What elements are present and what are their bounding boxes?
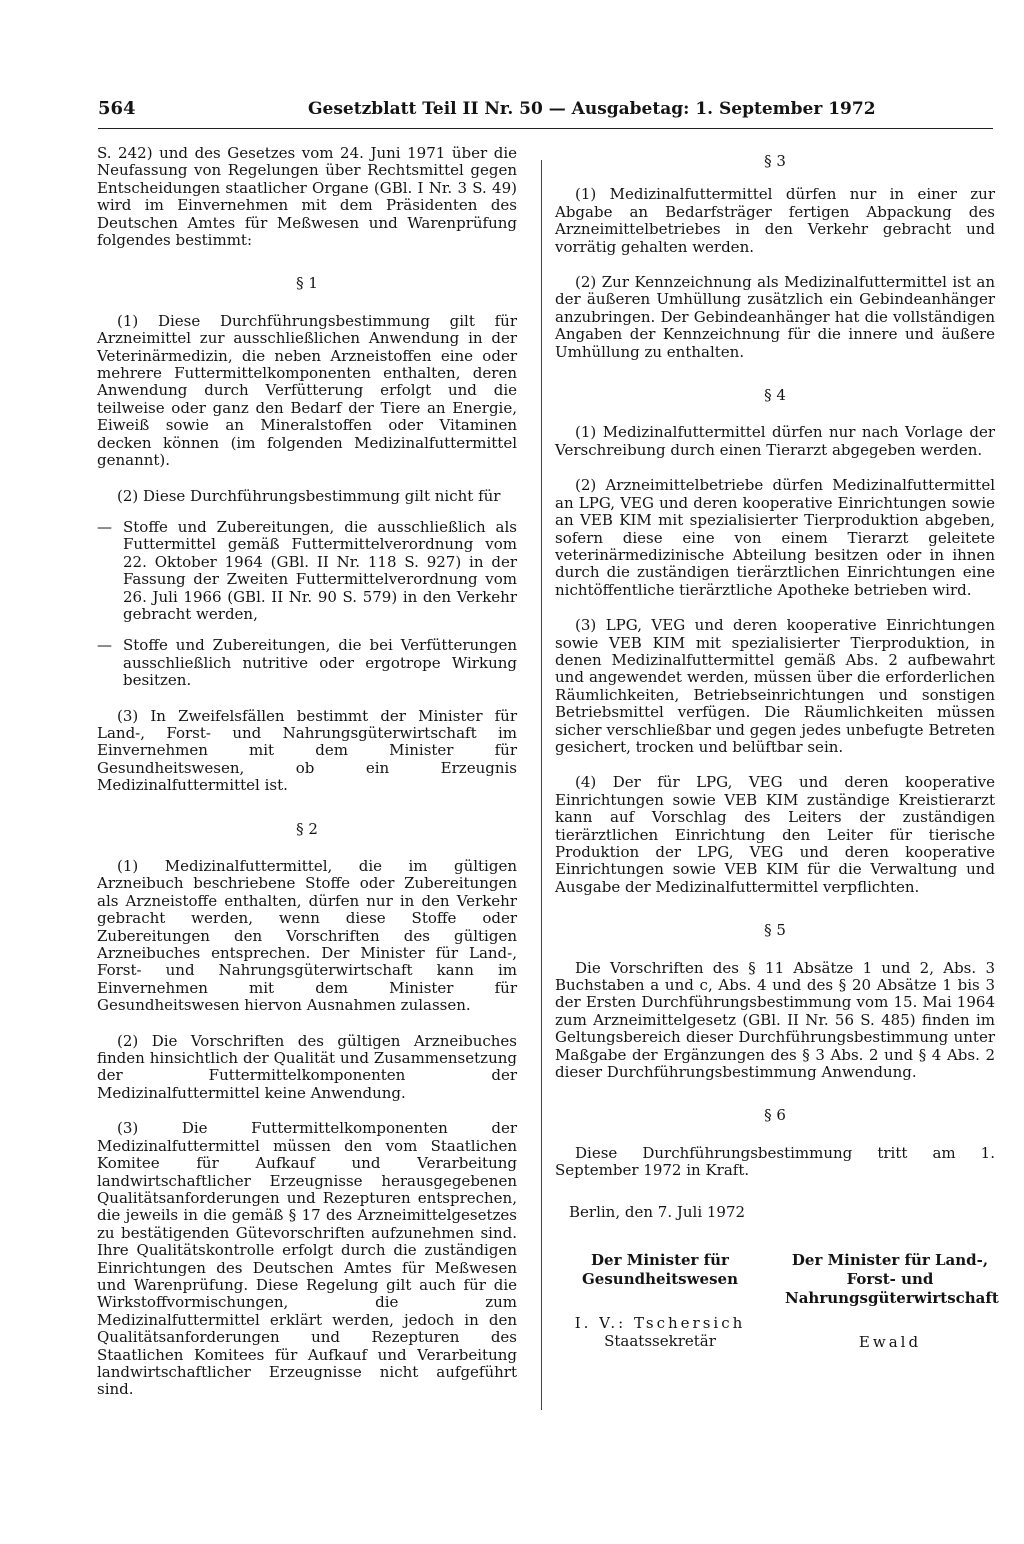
section-4-paragraph-4: (4) Der für LPG, VEG und deren kooperative Einrichtungen sowie VEB KIM zuständige Kreistierarzt kann auf Vorschlag des Leiters der zuständigen tierärztlichen Einrichtung den Leiter für tierische Produktion der LPG, VEG und deren kooperative Einrichtungen sowie VEB KIM für die Verwaltung und Ausgabe der Medizinalfuttermittel verpflichten.: [555, 773, 995, 896]
left-column: [97, 145, 517, 1399]
list-item-text: Stoffe und Zubereitungen, die ausschließlich als Futtermittel gemäß Futtermittelverordnung vom 22. Oktober 1964 (GBl. II Nr. 118 S. 927) in der Fassung der Zweiten Futtermittelverordnung vom 26. Juli 1966 (GBl. II Nr. 90 S. 579) in den Verkehr gebracht werden,: [123, 517, 517, 623]
section-4-paragraph-3: (3) LPG, VEG und deren kooperative Einrichtungen sowie VEB KIM mit spezialisierter Tierproduktion, in denen Medizinalfuttermittel gemäß Abs. 2 aufbewahrt und angewendet werden, müssen über die erforderlichen Räumlichkeiten, Betriebseinrichtungen und sonstigen Betriebsmittel verfügen. Die Räumlichkeiten müssen sicher verschließbar und gegen jedes unbefugte Betreten gesichert, trocken und belüftbar sein.: [555, 616, 995, 756]
section-2-paragraph-3: (3) Die Futtermittelkomponenten der Medizinalfuttermittel müssen den vom Staatlichen Komitee für Aufkauf und Verarbeitung landwirtschaftlicher Erzeugnisse herausgegebenen Qualitätsanforderungen und Rezepturen entsprechen, die jeweils in die gemäß § 17 des Arzneimittelgesetzes zu bestätigenden Gütevorschriften aufzunehmen sind. Ihre Qualitätskontrolle erfolgt durch die zuständigen Einrichtungen des Deutschen Amtes für Meßwesen und Warenprüfung. Diese Regelung gilt auch für die Wirkstoffvormischungen, die zum Medizinalfuttermittel erklärt werden, jedoch in den Qualitätsanforderungen und Rezepturen des Staatlichen Komitees für Aufkauf und Verarbeitung landwirtschaftlicher Erzeugnisse nicht aufgeführt sind.: [97, 1119, 517, 1399]
signature-block: [555, 1251, 999, 1352]
section-4-heading: § 4: [764, 386, 786, 405]
dash-bullet: —: [97, 517, 112, 536]
list-item: [97, 519, 517, 623]
signature-left-name: I. V.: Tschersich: [574, 1314, 746, 1333]
signature-right-title: Der Minister für Land-, Forst- und Nahrungsgüterwirtschaft: [785, 1251, 999, 1308]
page-header: [98, 98, 993, 129]
running-title: Gesetzblatt Teil II Nr. 50 — Ausgabetag: 1. September 1972: [308, 99, 876, 119]
section-1-paragraph-1: (1) Diese Durchführungsbestimmung gilt für Arzneimittel zur ausschließlichen Anwendung in der Veterinärmedizin, die neben Arzneistoffen eine oder mehrere Futtermittelkomponenten enthalten, deren Anwendung durch Verfütterung erfolgt und die teilweise oder ganz den Bedarf der Tiere an Energie, Eiweiß sowie an Mineralstoffen oder Vitaminen decken können (im folgenden Medizinalfuttermittel genannt).: [97, 311, 517, 470]
section-3-paragraph-1: (1) Medizinalfuttermittel dürfen nur in einer zur Abgabe an Bedarfsträger fertigen Abpackung des Arzneimittelbetriebes in den Verkehr gebracht und vorrätig gehalten werden.: [555, 185, 995, 256]
section-5-paragraph-1: Die Vorschriften des § 11 Absätze 1 und 2, Abs. 3 Buchstaben a und c, Abs. 4 und des § 20 Absätze 1 bis 3 der Ersten Durchführungsbestimmung vom 15. Mai 1964 zum Arzneimittelgesetz (GBl. II Nr. 56 S. 485) finden im Geltungsbereich dieser Durchführungsbestimmung unter Maßgabe der Ergänzungen des § 3 Abs. 2 und § 4 Abs. 2 dieser Durchführungsbestimmung Anwendung.: [555, 958, 995, 1082]
list-item-text: Stoffe und Zubereitungen, die bei Verfütterungen ausschließlich nutritive oder ergotrope Wirkung besitzen.: [123, 636, 517, 690]
section-1-paragraph-2: (2) Diese Durchführungsbestimmung gilt nicht für: [117, 486, 501, 505]
intro-paragraph: S. 242) und des Gesetzes vom 24. Juni 1971 über die Neufassung von Regelungen über Rechtsmittel gegen Entscheidungen staatlicher Organe (GBl. I Nr. 3 S. 49) wird im Einvernehmen mit dem Präsidenten des Deutschen Amtes für Meßwesen und Warenprüfung folgendes bestimmt:: [97, 144, 517, 250]
section-4-paragraph-1: (1) Medizinalfuttermittel dürfen nur nach Vorlage der Verschreibung durch einen Tierarzt abgegeben werden.: [555, 423, 995, 459]
section-2-paragraph-1: (1) Medizinalfuttermittel, die im gültigen Arzneibuch beschriebene Stoffe oder Zubereitungen als Arzneistoffe enthalten, dürfen nur in den Verkehr gebracht werden, wenn diese Stoffe oder Zubereitungen den Vorschriften des gültigen Arzneibuches entsprechen. Der Minister für Land-, Forst- und Nahrungsgüterwirtschaft kann im Einvernehmen mit dem Minister für Gesundheitswesen hiervon Ausnahmen zulassen.: [97, 857, 517, 1015]
section-1-paragraph-3: (3) In Zweifelsfällen bestimmt der Minister für Land-, Forst- und Nahrungsgüterwirtschaft im Einvernehmen mit dem Minister für Gesundheitswesen, ob ein Erzeugnis Medizinalfuttermittel ist.: [97, 706, 517, 795]
page-number: 564: [98, 98, 136, 119]
section-1-heading: § 1: [296, 274, 318, 293]
section-2-heading: § 2: [296, 819, 318, 838]
signature-right-name: Ewald: [858, 1333, 922, 1352]
column-divider: [541, 160, 542, 1410]
section-6-paragraph-1: Diese Durchführungsbestimmung tritt am 1. September 1972 in Kraft.: [555, 1143, 995, 1180]
section-5-heading: § 5: [764, 921, 786, 940]
signature-right: [785, 1251, 999, 1352]
dash-bullet: —: [97, 636, 112, 655]
signature-left-title: Der Minister für Gesundheitswesen: [582, 1251, 738, 1289]
signature-left: [555, 1251, 765, 1351]
section-3-paragraph-2: (2) Zur Kennzeichnung als Medizinalfuttermittel ist an der äußeren Umhüllung zusätzlich ein Gebindeanhänger anzubringen. Der Gebindeanhänger hat die vollständigen Angaben der Kennzeichnung für die innere und äußere Umhüllung zu enthalten.: [555, 273, 995, 361]
right-column: [555, 145, 999, 1352]
section-4-paragraph-2: (2) Arzneimittelbetriebe dürfen Medizinalfuttermittel an LPG, VEG und deren kooperative Einrichtungen sowie an VEB KIM mit spezialisierter Tierproduktion abgeben, sofern diese eine von einem Tierarzt geleitete veterinärmedizinische Abteilung besitzen oder in ihnen durch die zuständigen tierärztlichen Einrichtungen eine nichtöffentliche tierärztliche Apotheke betrieben wird.: [555, 476, 995, 599]
place-date: Berlin, den 7. Juli 1972: [569, 1202, 746, 1221]
signature-left-role: Staatssekretär: [604, 1331, 716, 1350]
section-3-heading: § 3: [764, 152, 786, 170]
section-6-heading: § 6: [764, 1106, 786, 1125]
list-item: [97, 637, 517, 689]
section-2-paragraph-2: (2) Die Vorschriften des gültigen Arzneibuches finden hinsichtlich der Qualität und Zusammensetzung der Futtermittelkomponenten der Medizinalfuttermittel keine Anwendung.: [97, 1031, 517, 1102]
